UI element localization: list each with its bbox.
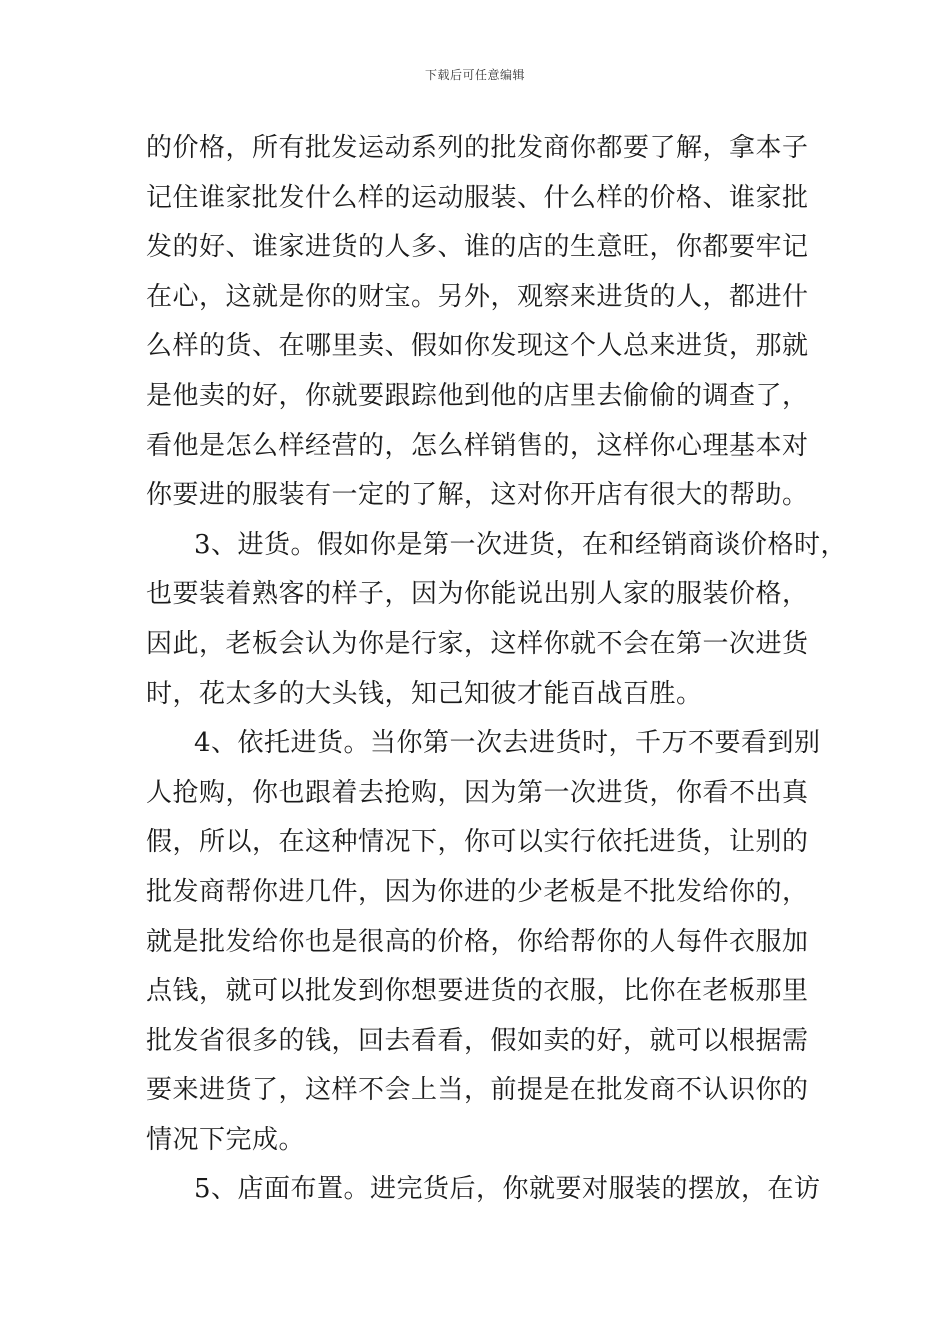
text-line: 就是批发给你也是很高的价格，你给帮你的人每件衣服加 — [146, 926, 809, 957]
page-header: 下载后可任意编辑 — [424, 68, 525, 82]
text-line: 因此，老板会认为你是行家，这样你就不会在第一次进货 — [146, 628, 809, 659]
text-line: 你要进的服装有一定的了解，这对你开店有很大的帮助。 — [146, 480, 809, 511]
text-line: 是他卖的好，你就要跟踪他到他的店里去偷偷的调查了， — [146, 380, 809, 411]
paragraph-start-line: 4、依托进货。当你第一次去进货时，千万不要看到别 — [194, 728, 821, 759]
text-line: 批发商帮你进几件，因为你进的少老板是不批发给你的， — [146, 876, 809, 907]
text-line: 的价格，所有批发运动系列的批发商你都要了解，拿本子 — [146, 133, 809, 163]
text-line: 时，花太多的大头钱，知己知彼才能百战百胜。 — [146, 678, 703, 709]
text-line: 也要装着熟客的样子，因为你能说出别人家的服装价格， — [146, 579, 809, 610]
text-line: 记住谁家批发什么样的运动服装、什么样的价格、谁家批 — [146, 182, 809, 213]
paragraph-start-line: 5、店面布置。进完货后，你就要对服装的摆放，在访 — [194, 1174, 821, 1205]
text-line: 点钱，就可以批发到你想要进货的衣服，比你在老板那里 — [146, 976, 809, 1007]
body-text — [146, 124, 848, 1215]
text-line: 要来进货了，这样不会上当，前提是在批发商不认识你的 — [146, 1075, 809, 1106]
text-line: 批发省很多的钱，回去看看，假如卖的好，就可以根据需 — [146, 1025, 809, 1056]
text-line: 发的好、谁家进货的人多、谁的店的生意旺，你都要牢记 — [146, 232, 809, 263]
text-line: 人抢购，你也跟着去抢购，因为第一次进货，你看不出真 — [146, 777, 809, 808]
paragraph-start-line: 3、进货。假如你是第一次进货，在和经销商谈价格时， — [194, 529, 848, 560]
text-line: 情况下完成。 — [146, 1124, 306, 1155]
text-line: 看他是怎么样经营的，怎么样销售的，这样你心理基本对 — [146, 430, 809, 461]
text-line: 假，所以，在这种情况下，你可以实行依托进货，让别的 — [146, 827, 809, 858]
text-line: 在心，这就是你的财宝。另外，观察来进货的人，都进什 — [146, 281, 809, 312]
text-line: 么样的货、在哪里卖、假如你发现这个人总来进货，那就 — [146, 331, 809, 362]
